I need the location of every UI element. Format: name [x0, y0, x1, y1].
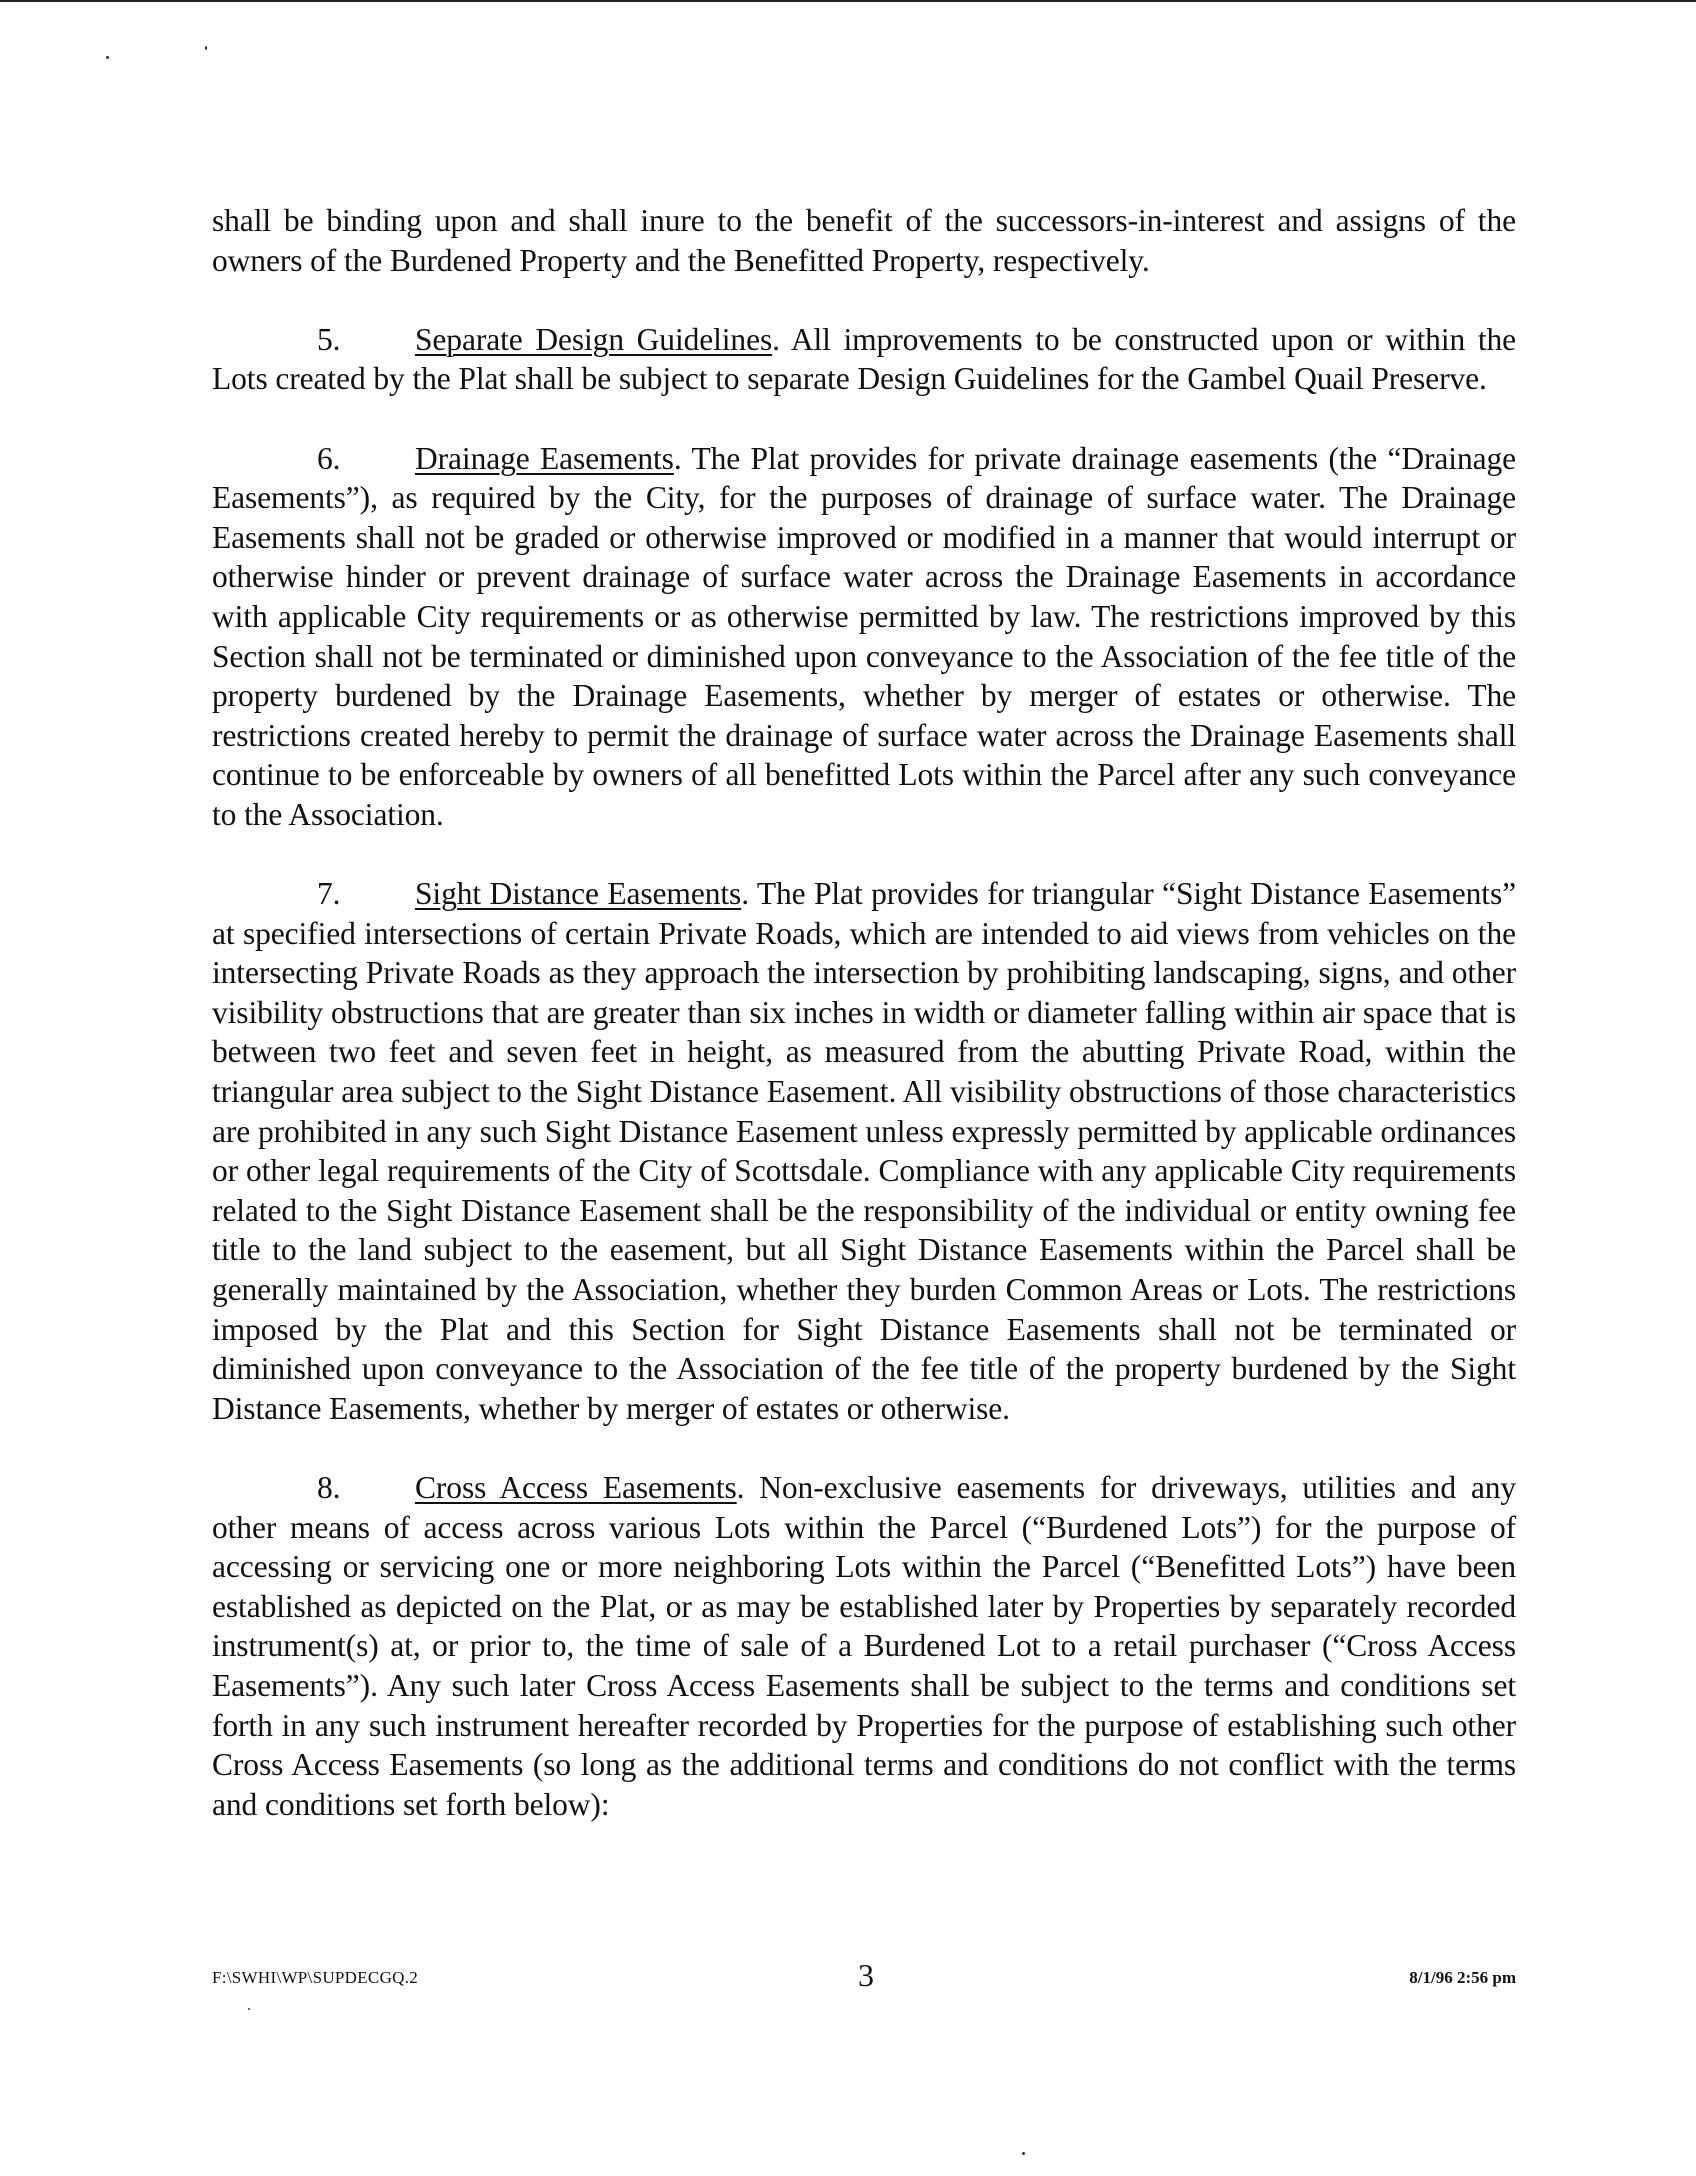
section-text: . The Plat provides for private drainage easements (the “Drainage Easements”), as required by the City, for the purposes of drainage of surface water. The Drainage Easements shall not be graded or otherwise improved or modified in a manner that would interrupt or otherwise hinder or prevent drainage of surface water across the Drainage Easements in accordance with applicable City requirements or as otherwise permitted by law. The restrictions improved by this Section shall not be terminated or diminished upon conveyance to the Association of the fee title of the property burdened by the Drainage Easements, whether by merger of estates or otherwise. The restrictions created hereby to permit the drainage of surface water across the Drainage Easements shall continue to be enforceable by owners of all benefitted Lots within the Parcel after any such conveyance to the Association.: [212, 440, 1517, 832]
footer-file-path: F:\SWHI\WP\SUPDECGQ.2: [212, 1968, 419, 1987]
section-number: 6.: [317, 440, 341, 476]
document-body: [212, 201, 1516, 1824]
scan-speck: [1022, 2152, 1025, 2155]
page-number: 3: [858, 1957, 874, 1993]
section-number: 8.: [317, 1470, 341, 1505]
section-heading: Sight Distance Easements: [415, 876, 742, 912]
footer-timestamp: 8/1/96 2:56 pm: [1409, 1968, 1516, 1987]
scan-top-border: [0, 0, 1696, 2]
section-5-paragraph: [212, 320, 1516, 399]
section-heading: Separate Design Guidelines: [415, 321, 773, 357]
section-text: . Non-exclusive easements for driveways, utilities and any other means of access across various Lots within the Parcel (“Burdened Lots”) for the purpose of accessing or servicing one or more neighboring Lots within the Parcel (“Benefitted Lots”) have been established as depicted on the Plat, or as may be established later by Properties by separately recorded instrument(s) at, or prior to, the time of sale of a Burdened Lot to a retail purchaser (“Cross Access Easements”). Any such later Cross Access Easements shall be subject to the terms and conditions set forth in any such instrument hereafter recorded by Properties for the purpose of establishing such other Cross Access Easements (so long as the additional terms and conditions do not conflict with the terms and conditions set forth below):: [212, 1470, 1516, 1822]
section-8-paragraph: [212, 1468, 1516, 1824]
scan-speck: [205, 46, 207, 50]
section-heading: Cross Access Easements: [415, 1470, 737, 1505]
section-number: 7.: [317, 876, 341, 912]
section-text: . The Plat provides for triangular “Sight Distance Easements” at specified intersections of certain Private Roads, which are intended to aid views from vehicles on the intersecting Private Roads as they approach the intersection by prohibiting landscaping, signs, and other visibility obstructions that are greater than six inches in width or diameter falling within air space that is between two feet and seven feet in height, as measured from the abutting Private Road, within the triangular area subject to the Sight Distance Easement. All visibility obstructions of those characteristics are prohibited in any such Sight Distance Easement unless expressly permitted by applicable ordinances or other legal requirements of the City of Scottsdale. Compliance with any applicable City requirements related to the Sight Distance Easement shall be the responsibility of the individual or entity owning fee title to the land subject to the easement, but all Sight Distance Easements within the Parcel shall be generally maintained by the Association, whether they burden Common Areas or Lots. The restrictions imposed by the Plat and this Section for Sight Distance Easements shall not be terminated or diminished upon conveyance to the Association of the fee title of the property burdened by the Sight Distance Easements, whether by merger of estates or otherwise.: [212, 876, 1516, 1426]
scan-speck: [248, 2008, 250, 2010]
section-7-paragraph: [212, 874, 1516, 1428]
section-text: . All improvements to be constructed upon or within the Lots created by the Plat shall be subject to separate Design Guidelines for the Gambel Quail Preserve.: [212, 321, 1516, 397]
section-number: 5.: [317, 321, 341, 357]
scan-speck: [106, 56, 109, 59]
section-6-paragraph: [212, 439, 1516, 835]
section-heading: Drainage Easements: [415, 440, 674, 476]
intro-paragraph: shall be binding upon and shall inure to the benefit of the successors-in-interest and assigns of the owners of the Burdened Property and the Benefitted Property, respectively.: [212, 203, 1516, 278]
